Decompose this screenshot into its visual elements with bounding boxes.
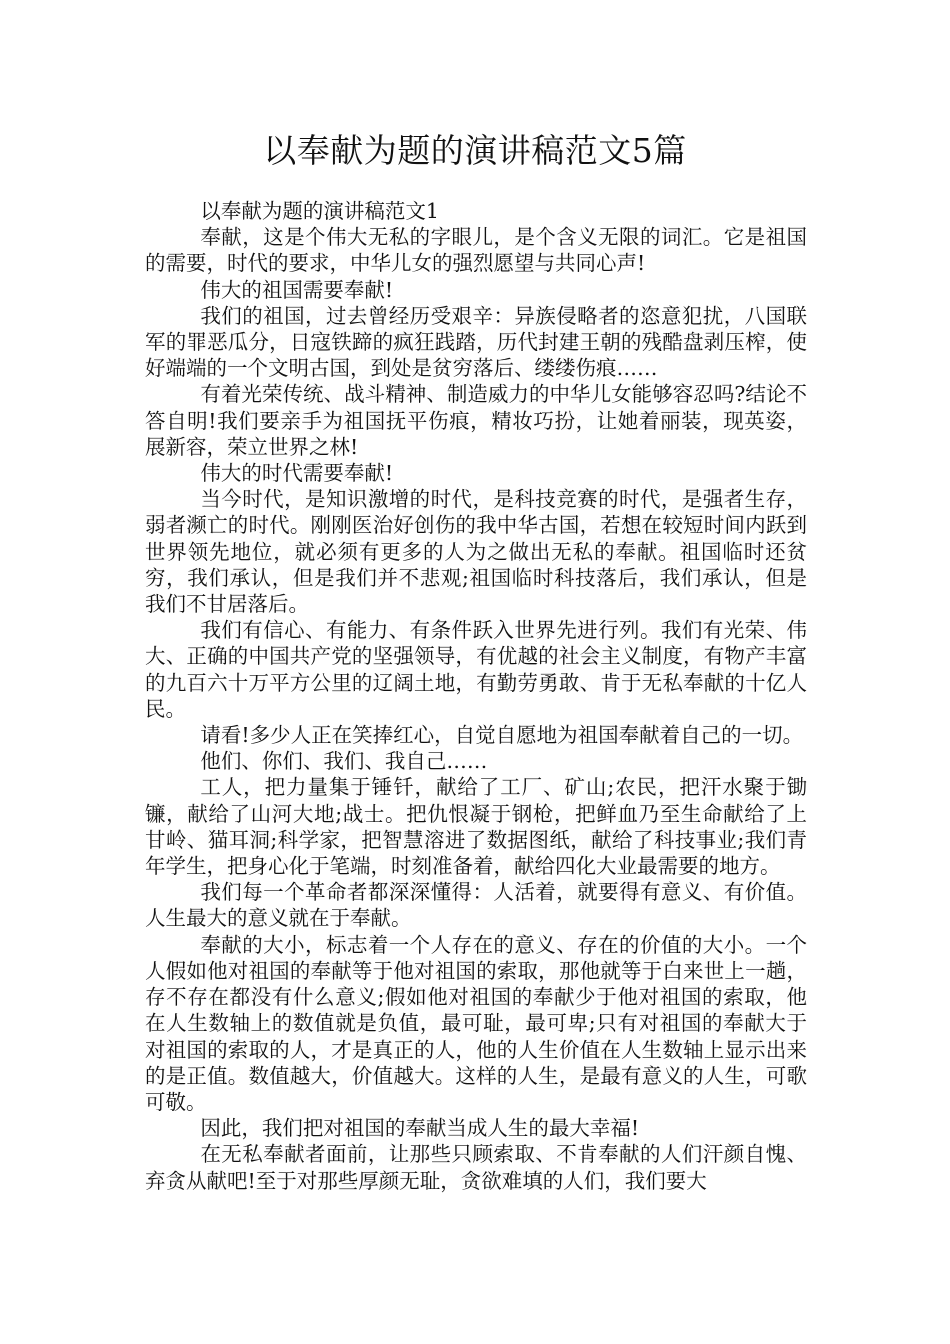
section-heading: 以奉献为题的演讲稿范文1 <box>200 199 439 223</box>
paragraph: 奉献，这是个伟大无私的字眼儿，是个含义无限的词汇。它是祖国的需要，时代的要求，中华儿女的强烈愿望与共同心声! <box>145 225 807 276</box>
paragraph: 伟大的祖国需要奉献! <box>200 277 394 302</box>
paragraph: 他们、你们、我们、我自己…… <box>200 749 488 774</box>
document-title: 以奉献为题的演讲稿范文5篇 <box>263 131 687 170</box>
paragraph: 请看!多少人正在笑捧红心，自觉自愿地为祖国奉献着自己的一切。 <box>200 723 804 748</box>
paragraph: 我们有信心、有能力、有条件跃入世界先进行列。我们有光荣、伟大、正确的中国共产党的坚强领导，有优越的社会主义制度，有物产丰富的九百六十万平方公里的辽阔土地，有勤劳勇敢、肯于无私奉献的十亿人民。 <box>145 618 807 721</box>
paragraph: 伟大的时代需要奉献! <box>200 461 394 486</box>
paragraph: 因此，我们把对祖国的奉献当成人生的最大幸福! <box>200 1116 640 1141</box>
paragraph: 我们的祖国，过去曾经历受艰辛：异族侵略者的恣意犯扰，八国联军的罪恶瓜分，日寇铁蹄的疯狂践踏，历代封建王朝的残酷盘剥压榨，使好端端的一个文明古国，到处是贫穷落后、缕缕伤痕…… <box>145 303 807 381</box>
paragraph: 工人，把力量集于锤钎，献给了工厂、矿山;农民，把汗水聚于锄镰，献给了山河大地;战士。把仇恨凝于钢枪，把鲜血乃至生命献给了上甘岭、猫耳洞;科学家，把智慧溶进了数据图纸，献给了科技事业;我们青年学生，把身心化于笔端，时刻准备着，献给四化大业最需要的地方。 <box>145 775 807 879</box>
paragraph: 在无私奉献者面前，让那些只顾索取、不肯奉献的人们汗颜自愧、弃贪从献吧!至于对那些厚颜无耻，贪欲难填的人们，我们要大 <box>145 1142 807 1193</box>
document-body <box>145 198 807 1194</box>
paragraph: 当今时代，是知识激增的时代，是科技竞赛的时代，是强者生存，弱者濒亡的时代。刚刚医治好创伤的我中华古国，若想在较短时间内跃到世界领先地位，就必须有更多的人为之做出无私的奉献。祖国临时还贫穷，我们承认，但是我们并不悲观;祖国临时科技落后，我们承认，但是我们不甘居落后。 <box>145 487 807 617</box>
paragraph: 有着光荣传统、战斗精神、制造威力的中华儿女能够容忍吗?结论不答自明!我们要亲手为祖国抚平伤痕，精妆巧扮，让她着丽装，现英姿，展新容，荣立世界之林! <box>145 382 807 459</box>
paragraph: 我们每一个革命者都深深懂得：人活着，就要得有意义、有价值。人生最大的意义就在于奉献。 <box>145 880 807 931</box>
paragraph: 奉献的大小，标志着一个人存在的意义、存在的价值的大小。一个人假如他对祖国的奉献等于他对祖国的索取，那他就等于白来世上一趟，存不存在都没有什么意义;假如他对祖国的奉献少于他对祖国的索取，他在人生数轴上的数值就是负值，最可耻，最可卑;只有对祖国的奉献大于对祖国的索取的人，才是真正的人，他的人生价值在人生数轴上显示出来的是正值。数值越大，价值越大。这样的人生，是最有意义的人生，可歌可敬。 <box>145 932 807 1114</box>
